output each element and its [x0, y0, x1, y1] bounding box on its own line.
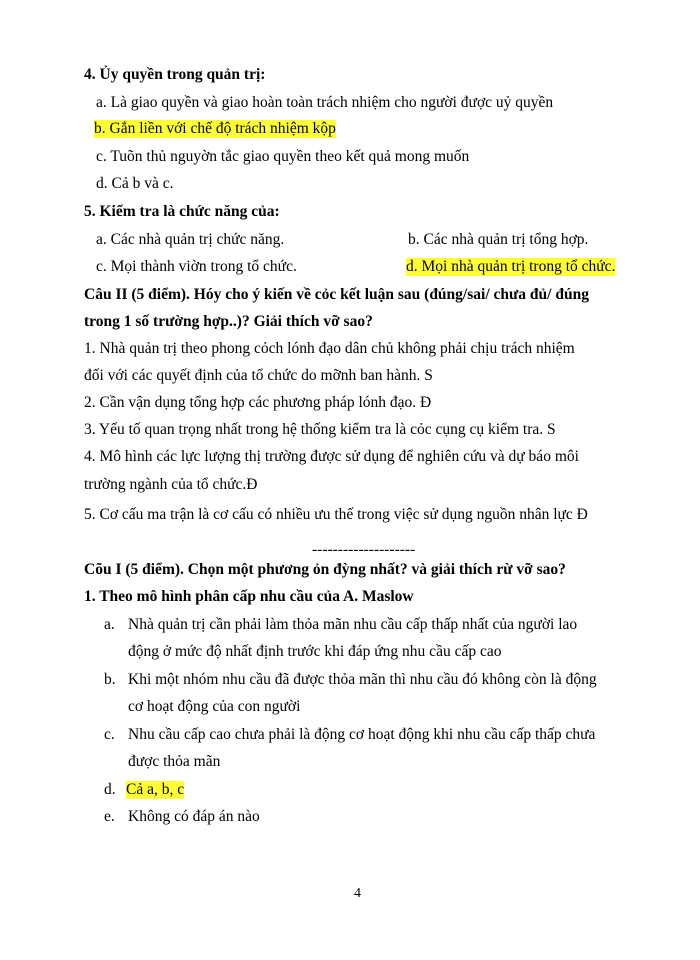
q4-option-c: c. Tuõn thủ nguyờn tắc giao quyền theo kết quả mong muốn — [96, 148, 470, 165]
section-2-title-line2: trong 1 số trường hợp..)? Giải thích vỡ sao? — [84, 313, 373, 330]
option-b-line1: Khi một nhóm nhu cầu đã được thỏa mãn thì nhu cầu đó không còn là động — [128, 671, 597, 688]
option-d-highlighted: Cả a, b, c — [126, 781, 185, 798]
option-a-line2: động ở mức độ nhất định trước khi đáp ứng nhu cầu cấp cao — [128, 643, 502, 660]
statement-2: 2. Cần vận dụng tổng hợp các phương pháp lónh đạo. Đ — [84, 394, 432, 411]
option-b-label: b. — [104, 671, 116, 688]
statement-4-line2: trường ngành của tổ chức.Đ — [84, 476, 258, 493]
section-1-title: Cõu I (5 điểm). Chọn một phương ỏn đỳng nhất? và giải thích rừ vỡ sao? — [84, 561, 566, 578]
question-1-title: 1. Theo mô hình phân cấp nhu cầu của A. Maslow — [84, 588, 414, 605]
option-e: Không có đáp án nào — [128, 808, 260, 825]
option-d-label: d. — [104, 781, 116, 798]
q5-option-a: a. Các nhà quản trị chức năng. — [96, 231, 285, 248]
statement-5: 5. Cơ cấu ma trận là cơ cấu có nhiều ưu thế trong việc sử dụng nguồn nhân lực Đ — [84, 506, 588, 523]
option-c-line2: được thỏa mãn — [128, 753, 221, 770]
statement-1-line2: đối với các quyết định của tổ chức do mỡnh ban hành. S — [84, 367, 433, 384]
q4-option-d: d. Cả b và c. — [96, 175, 174, 192]
q4-option-a: a. Là giao quyền và giao hoàn toàn trách nhiệm cho người được uỷ quyền — [96, 94, 554, 111]
option-b-line2: cơ hoạt động của con người — [128, 698, 301, 715]
q4-option-b-highlighted: b. Gắn liền với chế độ trách nhiệm kộp — [94, 120, 336, 137]
option-e-label: e. — [104, 808, 115, 825]
q5-option-c: c. Mọi thành viờn trong tổ chức. — [96, 258, 297, 275]
statement-1-line1: 1. Nhà quản trị theo phong cỏch lónh đạo dân chủ không phải chịu trách nhiệm — [84, 340, 575, 357]
statement-3: 3. Yếu tố quan trọng nhất trong hệ thống kiểm tra là cỏc cụng cụ kiểm tra. S — [84, 421, 556, 438]
q5-option-b: b. Các nhà quản trị tổng hợp. — [408, 231, 589, 248]
section-2-title-line1: Câu II (5 điểm). Hóy cho ý kiến về cỏc kết luận sau (đúng/sai/ chưa đủ/ đúng — [84, 286, 589, 303]
page-number: 4 — [354, 886, 361, 901]
statement-4-line1: 4. Mô hình các lực lượng thị trường được sử dụng để nghiên cứu và dự báo môi — [84, 448, 579, 465]
q5-option-d-highlighted: d. Mọi nhà quản trị trong tổ chức. — [406, 258, 616, 275]
option-a-line1: Nhà quản trị cần phải làm thỏa mãn nhu cầu cấp thấp nhất của người lao — [128, 616, 578, 633]
option-c-label: c. — [104, 726, 115, 743]
section-divider: -------------------- — [312, 541, 416, 558]
q5-title: 5. Kiểm tra là chức năng của: — [84, 203, 280, 220]
option-a-label: a. — [104, 616, 115, 633]
option-c-line1: Nhu cầu cấp cao chưa phải là động cơ hoạt động khi nhu cầu cấp thấp chưa — [128, 726, 596, 743]
q4-title: 4. Ủy quyền trong quản trị: — [84, 66, 266, 83]
